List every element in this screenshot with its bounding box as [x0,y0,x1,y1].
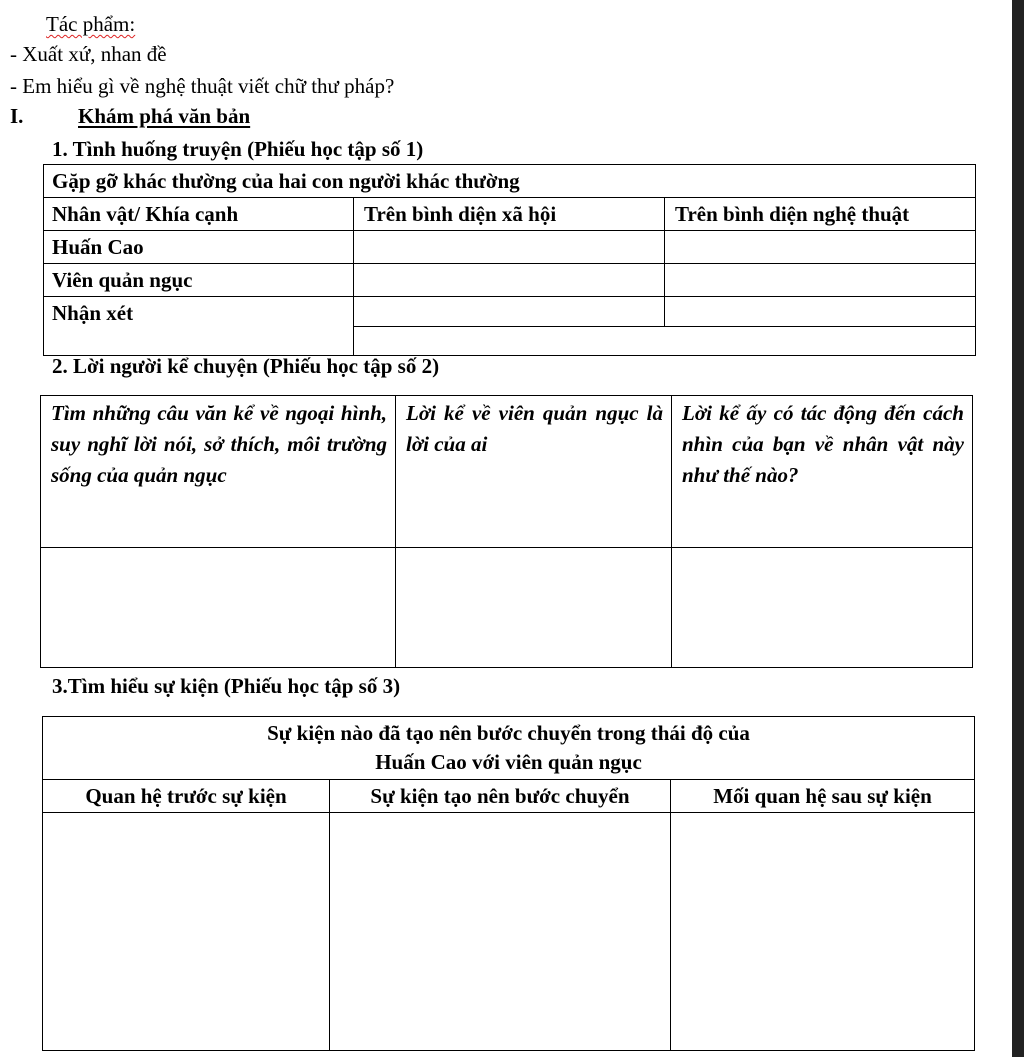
section-number: I. [10,104,24,128]
sheet2-col-effect: Lời kể ấy có tác động đến cách nhìn của bạn về nhân vật này như thế nào? [672,396,973,548]
sheet3-title-line2: Huấn Cao với viên quản ngục [375,750,642,774]
sheet1-header-art: Trên bình diện nghệ thuật [665,198,976,231]
sheet2-heading: 2. Lời người kể chuyện (Phiếu học tập số 2) [52,354,440,378]
sheet1-row-huan-cao: Huấn Cao [44,231,354,264]
sheet3-title-line1: Sự kiện nào đã tạo nên bước chuyển trong thái độ của [267,721,750,745]
sheet1-table [43,164,976,356]
sheet1-cell[interactable] [354,297,665,327]
sheet3-cell[interactable] [43,813,330,1051]
sheet1-cell[interactable] [665,297,976,327]
sheet3-table [42,716,975,1051]
sheet2-col-narrator: Lời kể về viên quản ngục là lời của ai [396,396,672,548]
sheet3-header-before: Quan hệ trước sự kiện [43,780,330,813]
intro-xuat-xu: - Xuất xứ, nhan đề [10,42,167,66]
sheet3-heading: 3.Tìm hiểu sự kiện (Phiếu học tập số 3) [52,674,401,698]
sheet2-table [40,395,973,668]
sheet1-row-nhan-xet: Nhận xét [44,297,354,356]
sheet1-row-quan-nguc: Viên quản ngục [44,264,354,297]
sheet1-cell[interactable] [354,327,976,356]
sheet3-header-event: Sự kiện tạo nên bước chuyển [330,780,671,813]
sheet2-cell[interactable] [41,548,396,668]
intro-tac-pham: Tác phẩm: [46,12,136,36]
window-edge [1012,0,1024,1057]
sheet2-cell[interactable] [396,548,672,668]
sheet1-header-aspect: Nhân vật/ Khía cạnh [44,198,354,231]
sheet1-title-row: Gặp gỡ khác thường của hai con người khác thường [44,165,976,198]
sheet1-heading: 1. Tình huống truyện (Phiếu học tập số 1) [52,137,424,161]
sheet1-cell[interactable] [665,264,976,297]
sheet2-cell[interactable] [672,548,973,668]
sheet1-cell[interactable] [354,231,665,264]
sheet3-cell[interactable] [671,813,975,1051]
section-title: Khám phá văn bản [78,104,251,128]
sheet3-cell[interactable] [330,813,671,1051]
sheet2-col-find-sentences: Tìm những câu văn kể về ngoại hình, suy nghĩ lời nói, sở thích, môi trường sống của quản ngục [41,396,396,548]
sheet3-header-after: Mối quan hệ sau sự kiện [671,780,975,813]
sheet1-cell[interactable] [665,231,976,264]
sheet1-cell[interactable] [354,264,665,297]
sheet3-title [43,717,975,780]
intro-thu-phap: - Em hiểu gì về nghệ thuật viết chữ thư pháp? [10,74,395,98]
sheet1-header-social: Trên bình diện xã hội [354,198,665,231]
